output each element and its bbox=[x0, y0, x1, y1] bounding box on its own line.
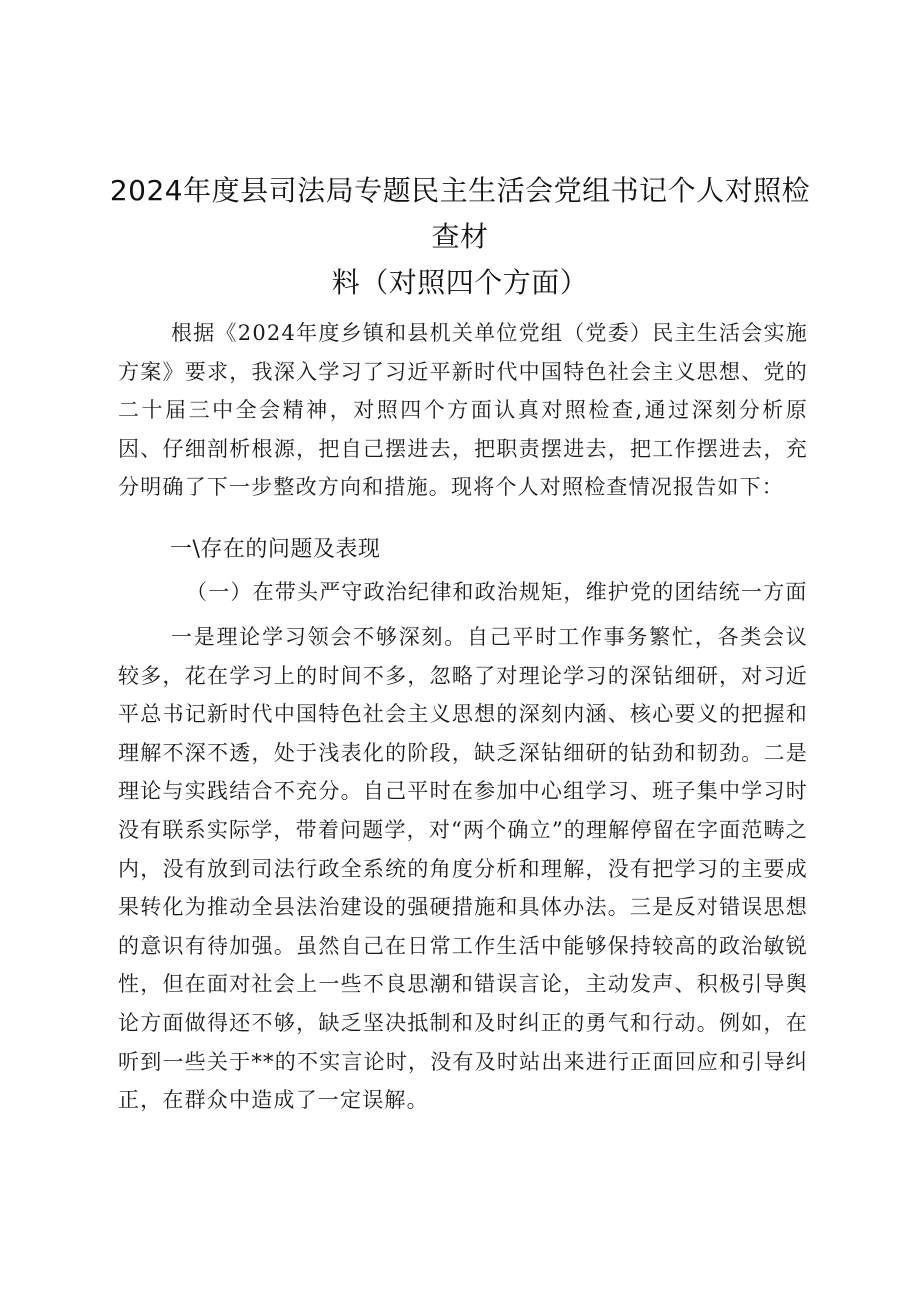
subsection-paragraph: 一是理论学习领会不够深刻。自己平时工作事务繁忙，各类会议较多，花在学习上的时间不多，忽略了对理论学习的深钻细研，对习近平总书记新时代中国特色社会主义思想的深刻内涵、核心要义的把握和理解不深不透，处于浅表化的阶段，缺乏深钻细研的钻劲和韧劲。二是理论与实践结合不充分。自己平时在参加中心组学习、班子集中学习时没有联系实际学，带着问题学，对“两个确立”的理解停留在字面范畴之内，没有放到司法行政全系统的角度分析和理解，没有把学习的主要成果转化为推动全县法治建设的强硬措施和具体办法。三是反对错误思想的意识有待加强。虽然自己在日常工作生活中能够保持较高的政治敏锐性，但在面对社会上一些不良思潮和错误言论，主动发声、积极引导舆论方面做得还不够，缺乏坚决抵制和及时纠正的勇气和行动。例如，在听到一些关于**的不实言论时，没有及时站出来进行正面回应和引导纠正，在群众中造成了一定误解。 bbox=[118, 625, 808, 1113]
intro-paragraph: 根据《2024年度乡镇和县机关单位党组（党委）民主生活会实施方案》要求，我深入学习了习近平新时代中国特色社会主义思想、党的二十届三中全会精神，对照四个方面认真对照检查,通过深刻分析原因、仔细剖析根源，把自己摆进去，把职责摆进去，把工作摆进去，充分明确了下一步整改方向和措施。现将个人对照检查情况报告如下： bbox=[118, 321, 808, 500]
document-title bbox=[100, 168, 820, 306]
title-line-2: 料（对照四个方面） bbox=[331, 266, 589, 299]
subsection-heading-political-discipline: （一）在带头严守政治纪律和政治规矩，维护党的团结统一方面 bbox=[186, 580, 808, 604]
title-line-1: 2024年度县司法局专题民主生活会党组书记个人对照检查材 bbox=[109, 174, 811, 253]
section-heading-problems: 一\存在的问题及表现 bbox=[170, 537, 381, 562]
